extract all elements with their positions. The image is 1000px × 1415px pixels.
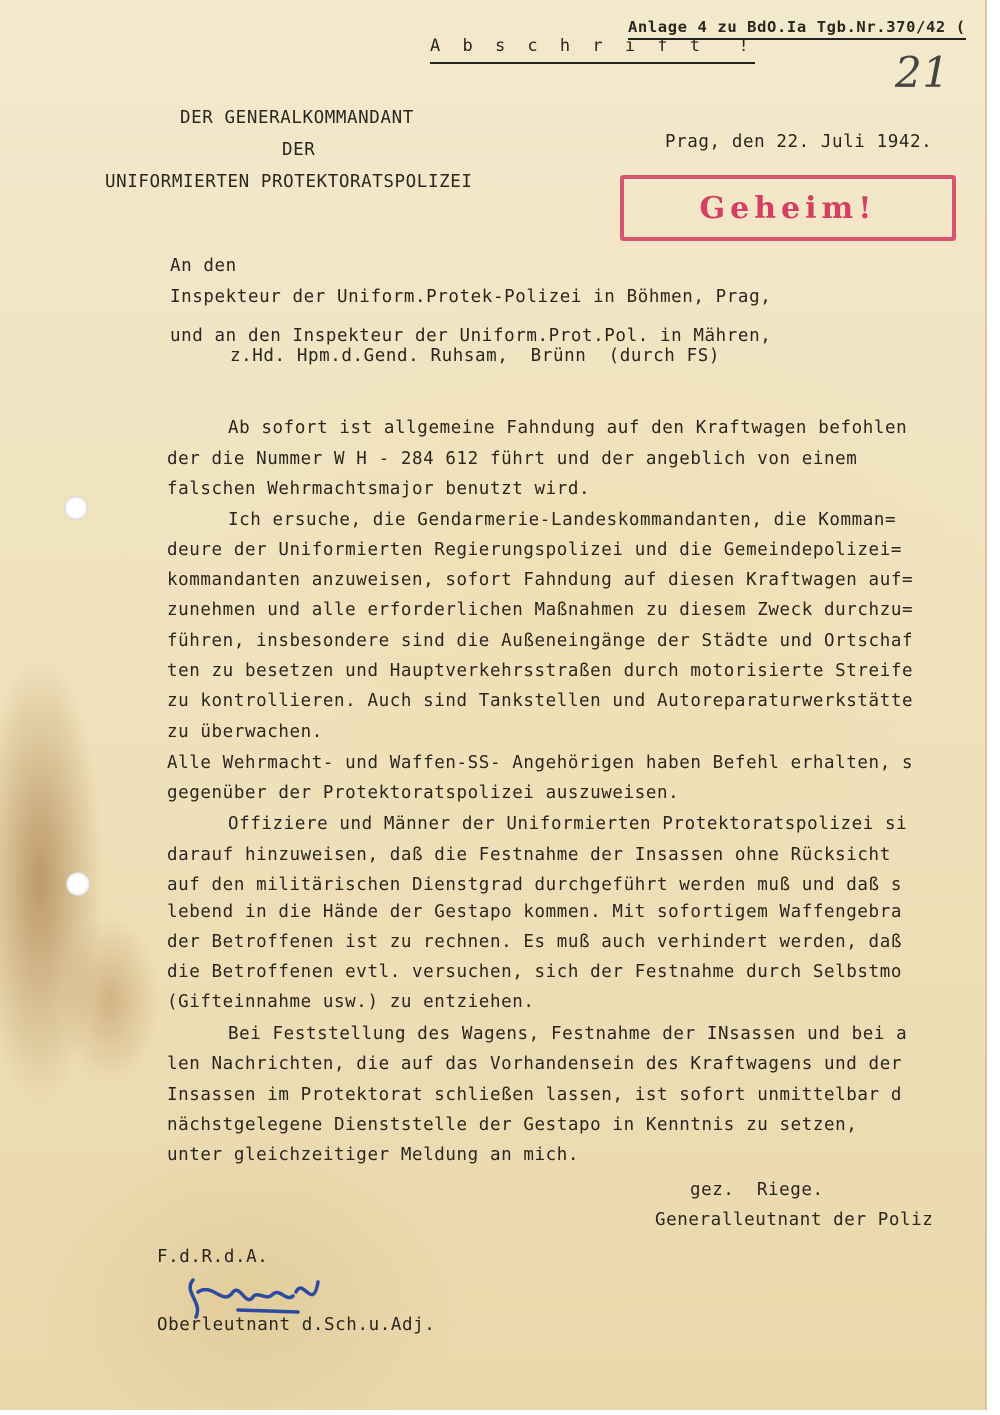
recipient-line-3: und an den Inspekteur der Uniform.Prot.Pol. in Mähren, xyxy=(170,326,772,346)
signer-title: Generalleutnant der Poliz xyxy=(655,1210,934,1230)
officer-title: Oberleutnant d.Sch.u.Adj. xyxy=(157,1315,436,1335)
body-line: kommandanten anzuweisen, sofort Fahndung auf diesen Kraftwagen auf= xyxy=(167,570,914,590)
sender-line-1: DER GENERALKOMMANDANT xyxy=(180,108,414,128)
sender-line-3: UNIFORMIERTEN PROTEKTORATSPOLIZEI xyxy=(105,172,473,192)
body-line: zu überwachen. xyxy=(167,722,323,742)
punch-hole xyxy=(66,872,90,896)
signed-by: gez. Riege. xyxy=(690,1180,824,1200)
body-line: führen, insbesondere sind die Außeneingänge der Städte und Ortschaf xyxy=(167,631,914,651)
punch-hole xyxy=(64,496,88,520)
body-line: der die Nummer W H - 284 612 führt und der angeblich von einem xyxy=(167,449,858,469)
body-line: die Betroffenen evtl. versuchen, sich der Festnahme durch Selbstmo xyxy=(167,962,902,982)
handwritten-page-number: 21 xyxy=(895,48,950,97)
stamp-text: Geheim! xyxy=(699,190,877,226)
body-line: deure der Uniformierten Regierungspolizei und die Gemeindepolizei= xyxy=(167,540,902,560)
body-line: Ich ersuche, die Gendarmerie-Landeskommandanten, die Komman= xyxy=(228,510,897,530)
body-line: (Gifteinnahme usw.) zu entziehen. xyxy=(167,992,535,1012)
body-line: Bei Feststellung des Wagens, Festnahme der INsassen und bei a xyxy=(228,1024,908,1044)
fdrda-line: F.d.R.d.A. xyxy=(157,1247,269,1267)
body-line: nächstgelegene Dienststelle der Gestapo in Kenntnis zu setzen, xyxy=(167,1115,858,1135)
body-line: der Betroffenen ist zu rechnen. Es muß auch verhindert werden, daß xyxy=(167,932,902,952)
body-line: falschen Wehrmachtsmajor benutzt wird. xyxy=(167,479,591,499)
body-line: Offiziere und Männer der Uniformierten Protektoratspolizei si xyxy=(228,814,908,834)
body-line: lebend in die Hände der Gestapo kommen. Mit sofortigem Waffengebra xyxy=(167,902,902,922)
sender-line-2: DER xyxy=(282,140,316,160)
recipient-line-4: z.Hd. Hpm.d.Gend. Ruhsam, Brünn (durch FS) xyxy=(230,346,720,366)
copy-label: A b s c h r i f t ! xyxy=(430,36,755,64)
body-line: Alle Wehrmacht- und Waffen-SS- Angehörigen haben Befehl erhalten, s xyxy=(167,753,914,773)
recipient-line-2: Inspekteur der Uniform.Protek-Polizei in Böhmen, Prag, xyxy=(170,287,772,307)
secret-stamp xyxy=(620,175,956,241)
body-line: zu kontrollieren. Auch sind Tankstellen und Autoreparaturwerkstätte xyxy=(167,691,914,711)
body-line: zunehmen und alle erforderlichen Maßnahmen zu diesem Zweck durchzu= xyxy=(167,600,914,620)
body-line: unter gleichzeitiger Meldung an mich. xyxy=(167,1145,580,1165)
recipient-line-1: An den xyxy=(170,256,237,276)
annex-reference: Anlage 4 zu BdO.Ia Tgb.Nr.370/42 ( xyxy=(628,18,966,40)
body-line: darauf hinzuweisen, daß die Festnahme der Insassen ohne Rücksicht xyxy=(167,845,891,865)
body-line: Ab sofort ist allgemeine Fahndung auf den Kraftwagen befohlen xyxy=(228,418,908,438)
body-line: gegenüber der Protektoratspolizei auszuweisen. xyxy=(167,783,680,803)
body-line: ten zu besetzen und Hauptverkehrsstraßen durch motorisierte Streife xyxy=(167,661,914,681)
body-line: len Nachrichten, die auf das Vorhandensein des Kraftwagens und der xyxy=(167,1054,902,1074)
body-line: Insassen im Protektorat schließen lassen, ist sofort unmittelbar d xyxy=(167,1085,902,1105)
date-line: Prag, den 22. Juli 1942. xyxy=(665,132,933,152)
body-line: auf den militärischen Dienstgrad durchgeführt werden muß und daß s xyxy=(167,875,902,895)
